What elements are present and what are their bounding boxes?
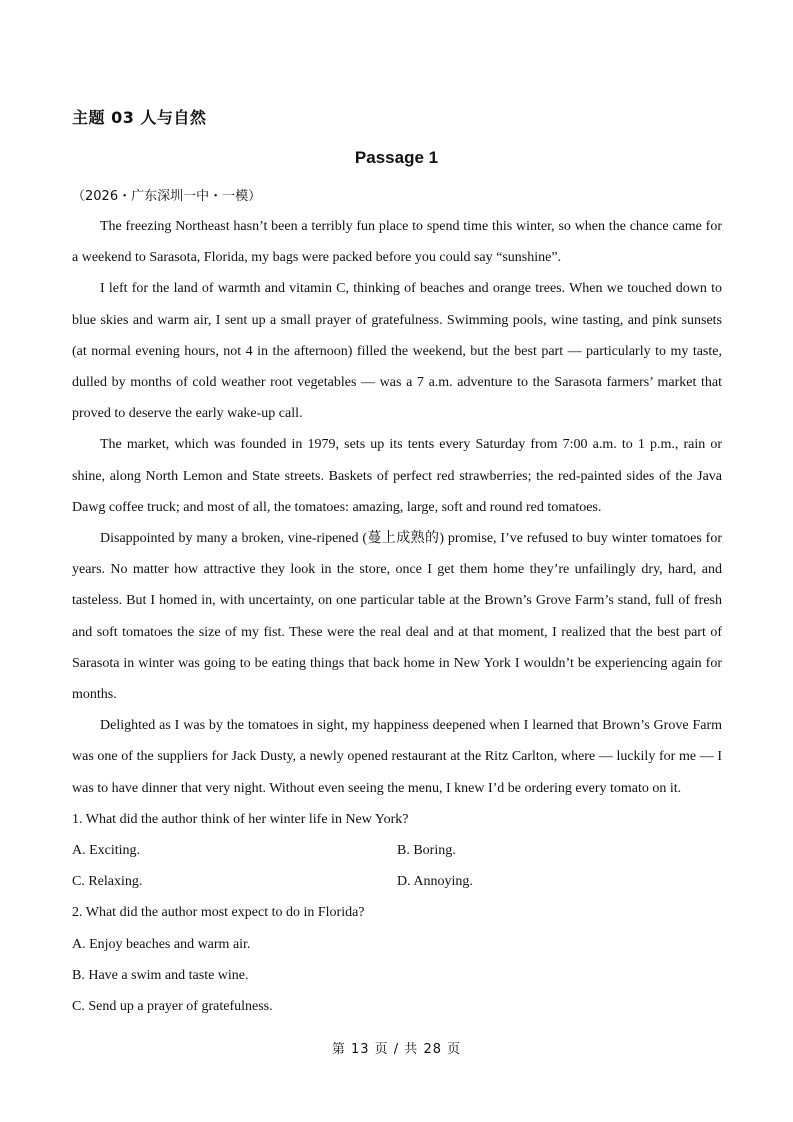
question-1-option-d: D. Annoying. bbox=[397, 874, 473, 890]
passage-body bbox=[72, 211, 722, 1022]
page-footer: 第 13 页 / 共 28 页 bbox=[331, 1042, 462, 1057]
passage-title: Passage 1 bbox=[354, 148, 439, 167]
question-2-stem: 2. What did the author most expect to do in Florida? bbox=[72, 905, 365, 921]
paragraph-1: The freezing Northeast hasn’t been a terribly fun place to spend time this winter, so when the chance came for a weekend to Sarasota, Florida, my bags were packed before you could say “sunshine”. bbox=[72, 219, 722, 266]
question-1-option-b: B. Boring. bbox=[397, 843, 456, 859]
question-1 bbox=[72, 804, 722, 898]
source-note: （2026・广东深圳一中・一模） bbox=[72, 189, 262, 204]
question-2-option-c: C. Send up a prayer of gratefulness. bbox=[72, 999, 273, 1015]
paragraph-5: Delighted as I was by the tomatoes in sight, my happiness deepened when I learned that Brown’s Grove Farm was one of the suppliers for Jack Dusty, a newly opened restaurant at the Ritz Carlton, where — luckily for me — I was to have dinner that very night. Without even seeing the menu, I knew I’d be ordering every tomato on it. bbox=[72, 718, 722, 796]
question-1-options-row-1 bbox=[72, 835, 722, 866]
question-2-option-a: A. Enjoy beaches and warm air. bbox=[72, 936, 251, 952]
question-1-options-row-2 bbox=[72, 866, 722, 897]
paragraph-2: I left for the land of warmth and vitamin C, thinking of beaches and orange trees. When we touched down to blue skies and warm air, I sent up a small prayer of gratefulness. Swimming pools, wine tasting, and pink sunsets (at normal evening hours, not 4 in the afternoon) filled the weekend, but the best part — particularly to my taste, dulled by months of cold weather root vegetables — was a 7 a.m. adventure to the Sarasota farmers’ market that proved to deserve the early wake-up call. bbox=[72, 281, 722, 422]
paragraph-3: The market, which was founded in 1979, sets up its tents every Saturday from 7:00 a.m. to 1 p.m., rain or shine, along North Lemon and State streets. Baskets of perfect red strawberries; the red-painted sides of the Java Dawg coffee truck; and most of all, the tomatoes: amazing, large, soft and round red tomatoes. bbox=[72, 437, 722, 515]
question-1-stem: 1. What did the author think of her winter life in New York? bbox=[72, 811, 409, 827]
topic-heading: 主题 03 人与自然 bbox=[72, 108, 207, 127]
question-2-option-b: B. Have a swim and taste wine. bbox=[72, 967, 249, 983]
question-2 bbox=[72, 897, 722, 1022]
paragraph-4: Disappointed by many a broken, vine-ripened (蔓上成熟的) promise, I’ve refused to buy winter tomatoes for years. No matter how attractive they look in the store, once I get them home they’re unfailingly dry, hard, and tasteless. But I homed in, with uncertainty, on one particular table at the Brown’s Grove Farm’s stand, full of fresh and soft tomatoes the size of my fist. These were the real deal and at that moment, I realized that the best part of Sarasota in winter was going to be eating things that back home in New York I wouldn’t be experiencing again for months. bbox=[72, 531, 722, 703]
question-1-option-a: A. Exciting. bbox=[72, 843, 141, 859]
question-1-option-c: C. Relaxing. bbox=[72, 874, 143, 890]
